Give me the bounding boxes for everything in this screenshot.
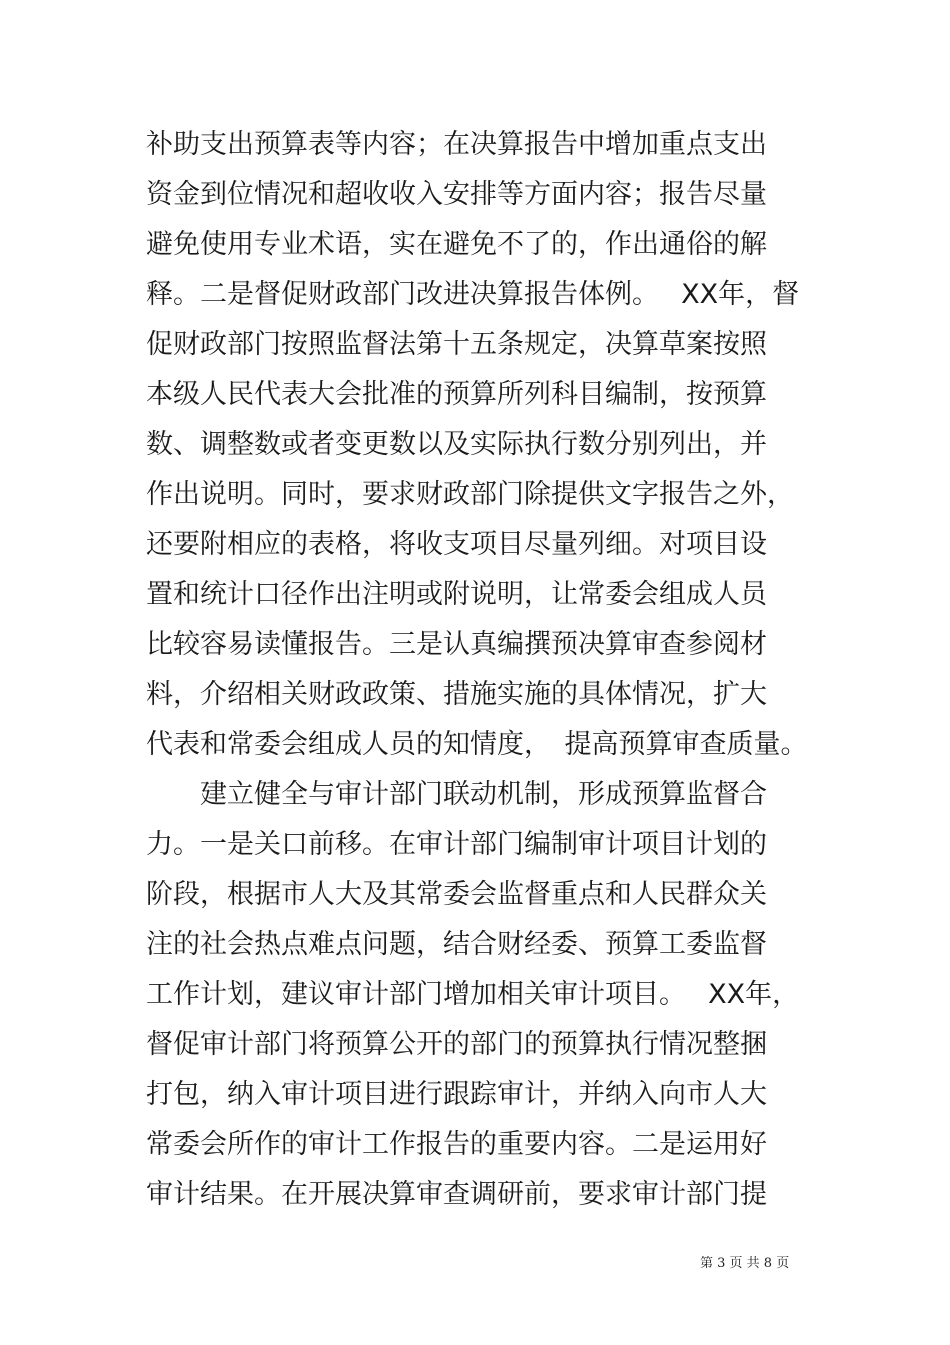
text-line: 避免使用专业术语，实在避免不了的，作出通俗的解	[146, 229, 767, 260]
text-line: 促财政部门按照监督法第十五条规定，决算草案按照	[146, 329, 767, 360]
text-line: 还要附相应的表格，将收支项目尽量列细。对项目设	[146, 529, 767, 560]
text-line: 料，介绍相关财政政策、措施实施的具体情况，扩大	[146, 679, 767, 710]
text-line: 打包，纳入审计项目进行跟踪审计，并纳入向市人大	[146, 1079, 767, 1110]
text-line: 本级人民代表大会批准的预算所列科目编制，按预算	[146, 379, 767, 410]
text-line: 数、调整数或者变更数以及实际执行数分别列出，并	[146, 429, 767, 460]
text-line: 工作计划，建议审计部门增加相关审计项目。 XX年，	[146, 979, 800, 1010]
text-line: 审计结果。在开展决算审查调研前，要求审计部门提	[146, 1179, 767, 1210]
text-line: 常委会所作的审计工作报告的重要内容。二是运用好	[146, 1129, 767, 1160]
text-line: 督促审计部门将预算公开的部门的预算执行情况整捆	[146, 1029, 767, 1060]
page-number: 第 3 页 共 8 页	[700, 1256, 790, 1271]
text-line: 释。二是督促财政部门改进决算报告体例。 XX年，督	[146, 279, 800, 310]
text-line: 补助支出预算表等内容；在决算报告中增加重点支出	[146, 129, 767, 160]
text-line: 注的社会热点难点问题，结合财经委、预算工委监督	[146, 929, 767, 960]
text-line: 建立健全与审计部门联动机制，形成预算监督合	[146, 779, 767, 810]
text-line: 置和统计口径作出注明或附说明，让常委会组成人员	[146, 579, 767, 610]
text-line: 资金到位情况和超收收入安排等方面内容；报告尽量	[146, 179, 767, 210]
text-line: 比较容易读懂报告。三是认真编撰预决算审查参阅材	[146, 629, 767, 660]
text-line: 代表和常委会组成人员的知情度， 提高预算审查质量。	[146, 729, 808, 760]
body-text	[146, 120, 826, 1220]
text-line: 作出说明。同时，要求财政部门除提供文字报告之外，	[146, 479, 794, 510]
text-line: 阶段，根据市人大及其常委会监督重点和人民群众关	[146, 879, 767, 910]
text-line: 力。一是关口前移。在审计部门编制审计项目计划的	[146, 829, 767, 860]
